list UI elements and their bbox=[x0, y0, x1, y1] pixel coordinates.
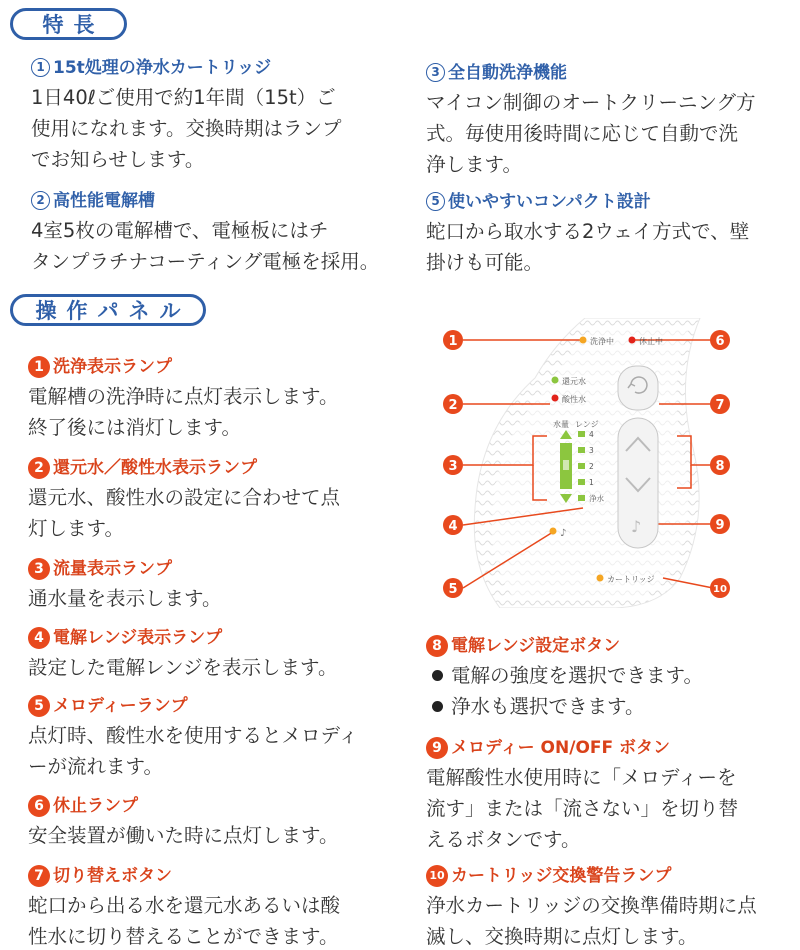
cartridge-lamp-label: カートリッジ bbox=[607, 575, 655, 584]
feature-title: 5 使いやすいコンパクト設計 bbox=[426, 190, 749, 216]
panel-item-8: 8 電解レンジ設定ボタン 電解の強度を選択できます。 浄水も選択できます。 bbox=[426, 632, 703, 722]
panel-item-title: 10 カートリッジ交換警告ランプ bbox=[426, 862, 757, 890]
feature-title: 3 全自動洗浄機能 bbox=[426, 61, 756, 87]
range-lamp-purified bbox=[578, 495, 585, 501]
panel-item-title: 8 電解レンジ設定ボタン bbox=[426, 632, 703, 660]
panel-item-title: 9 メロディー ON/OFF ボタン bbox=[426, 734, 738, 762]
range-level-label: 4 bbox=[589, 430, 594, 439]
bullet-dot bbox=[432, 670, 443, 681]
alkaline-lamp-label: 還元水 bbox=[562, 377, 586, 386]
panel-item-title: 7 切り替えボタン bbox=[28, 862, 340, 890]
panel-item-9: 9 メロディー ON/OFF ボタン 電解酸性水使用時に「メロディーを 流す」または「流さない」を切り替 えるボタンです。 bbox=[426, 734, 738, 855]
callout-number: 10 bbox=[426, 865, 448, 887]
purified-label: 浄水 bbox=[589, 494, 604, 503]
panel-item-7: 7 切り替えボタン 蛇口から出る水を還元水あるいは酸 性水に切り替えることができます。 bbox=[28, 862, 340, 950]
feature-3: 3 全自動洗浄機能 マイコン制御のオートクリーニング方 式。毎使用後時間に応じて自動で洗 浄します。 bbox=[426, 63, 756, 176]
svg-text:6: 6 bbox=[715, 334, 725, 349]
flow-bar-mark bbox=[563, 460, 569, 470]
svg-text:7: 7 bbox=[715, 398, 725, 413]
svg-text:5: 5 bbox=[448, 582, 458, 597]
pause-lamp bbox=[629, 337, 636, 344]
range-level-label: 2 bbox=[589, 462, 594, 471]
feature-1: 1 15t処理の浄水カートリッジ 1日40ℓご使用で約1年間（15t）ご 使用になれます。交換時期はランプ でお知らせします。 bbox=[31, 58, 342, 171]
panel-item-10: 10 カートリッジ交換警告ランプ 浄水カートリッジの交換準備時期に点 滅し、交換時期に点灯します。 bbox=[426, 862, 757, 950]
pause-lamp-label: 休止中 bbox=[639, 337, 663, 346]
operation-panel-header: 操作パネル bbox=[10, 294, 206, 326]
melody-lamp bbox=[550, 528, 557, 535]
feature-2: 2 高性能電解槽 4室5枚の電解槽で、電極板にはチ タンプラチナコーティング電極を採用。 bbox=[31, 191, 380, 273]
feature-5: 5 使いやすいコンパクト設計 蛇口から取水する2ウェイ方式で、壁 掛けも可能。 bbox=[426, 192, 750, 274]
feature-title: 1 15t処理の浄水カートリッジ bbox=[31, 56, 341, 82]
feature-title: 2 高性能電解槽 bbox=[31, 189, 379, 215]
panel-item-title: 3 流量表示ランプ bbox=[28, 555, 221, 583]
range-lamp-4 bbox=[578, 431, 585, 437]
panel-item-title: 5 メロディーランプ bbox=[28, 692, 358, 720]
panel-item-title: 2 還元水／酸性水表示ランプ bbox=[28, 454, 340, 482]
svg-text:2: 2 bbox=[448, 398, 458, 413]
wash-lamp bbox=[580, 337, 587, 344]
operation-panel-diagram bbox=[435, 318, 735, 608]
panel-item-5: 5 メロディーランプ 点灯時、酸性水を使用するとメロディ ーが流れます。 bbox=[28, 692, 358, 782]
panel-item-1: 1 洗浄表示ランプ 電解槽の洗浄時に点灯表示します。 終了後には消灯します。 bbox=[28, 353, 338, 443]
callout-number: 1 bbox=[28, 356, 50, 378]
callout-number: 9 bbox=[426, 737, 448, 759]
svg-text:10: 10 bbox=[713, 584, 727, 595]
svg-text:8: 8 bbox=[715, 459, 725, 474]
range-lamp-1 bbox=[578, 479, 585, 485]
callout-number: 8 bbox=[426, 635, 448, 657]
feature-number: 2 bbox=[31, 191, 50, 210]
panel-item-6: 6 休止ランプ 安全装置が働いた時に点灯します。 bbox=[28, 792, 338, 851]
callout-number: 3 bbox=[28, 558, 50, 580]
feature-number: 3 bbox=[426, 63, 445, 82]
panel-item-title: 6 休止ランプ bbox=[28, 792, 338, 820]
wash-lamp-label: 洗浄中 bbox=[590, 337, 614, 346]
callout-number: 4 bbox=[28, 627, 50, 649]
svg-text:9: 9 bbox=[715, 518, 725, 533]
panel-item-2: 2 還元水／酸性水表示ランプ 還元水、酸性水の設定に合わせて点 灯します。 bbox=[28, 454, 340, 544]
range-lamp-2 bbox=[578, 463, 585, 469]
acidic-lamp-label: 酸性水 bbox=[562, 395, 586, 404]
panel-item-3: 3 流量表示ランプ 通水量を表示します。 bbox=[28, 555, 221, 614]
features-header: 特長 bbox=[10, 8, 127, 40]
range-lamp-3 bbox=[578, 447, 585, 453]
cartridge-lamp bbox=[597, 575, 604, 582]
svg-text:4: 4 bbox=[448, 519, 458, 534]
range-label: レンジ bbox=[575, 420, 599, 429]
melody-note-icon: ♪ bbox=[560, 528, 567, 539]
svg-text:1: 1 bbox=[448, 334, 458, 349]
panel-item-title: 1 洗浄表示ランプ bbox=[28, 353, 338, 381]
flow-label: 水量 bbox=[553, 420, 569, 429]
callout-number: 7 bbox=[28, 865, 50, 887]
svg-text:3: 3 bbox=[448, 459, 458, 474]
callout-number: 6 bbox=[28, 795, 50, 817]
feature-number: 1 bbox=[31, 58, 50, 77]
range-level-label: 3 bbox=[589, 446, 594, 455]
feature-number: 5 bbox=[426, 192, 445, 211]
range-level-label: 1 bbox=[589, 478, 594, 487]
callout-number: 5 bbox=[28, 695, 50, 717]
bullet-dot bbox=[432, 701, 443, 712]
acidic-lamp bbox=[552, 395, 559, 402]
panel-item-title: 4 電解レンジ表示ランプ bbox=[28, 624, 337, 652]
alkaline-lamp bbox=[552, 377, 559, 384]
switch-button[interactable] bbox=[618, 366, 658, 410]
panel-item-4: 4 電解レンジ表示ランプ 設定した電解レンジを表示します。 bbox=[28, 624, 337, 683]
callout-number: 2 bbox=[28, 457, 50, 479]
melody-button[interactable]: ♪ bbox=[631, 517, 642, 536]
